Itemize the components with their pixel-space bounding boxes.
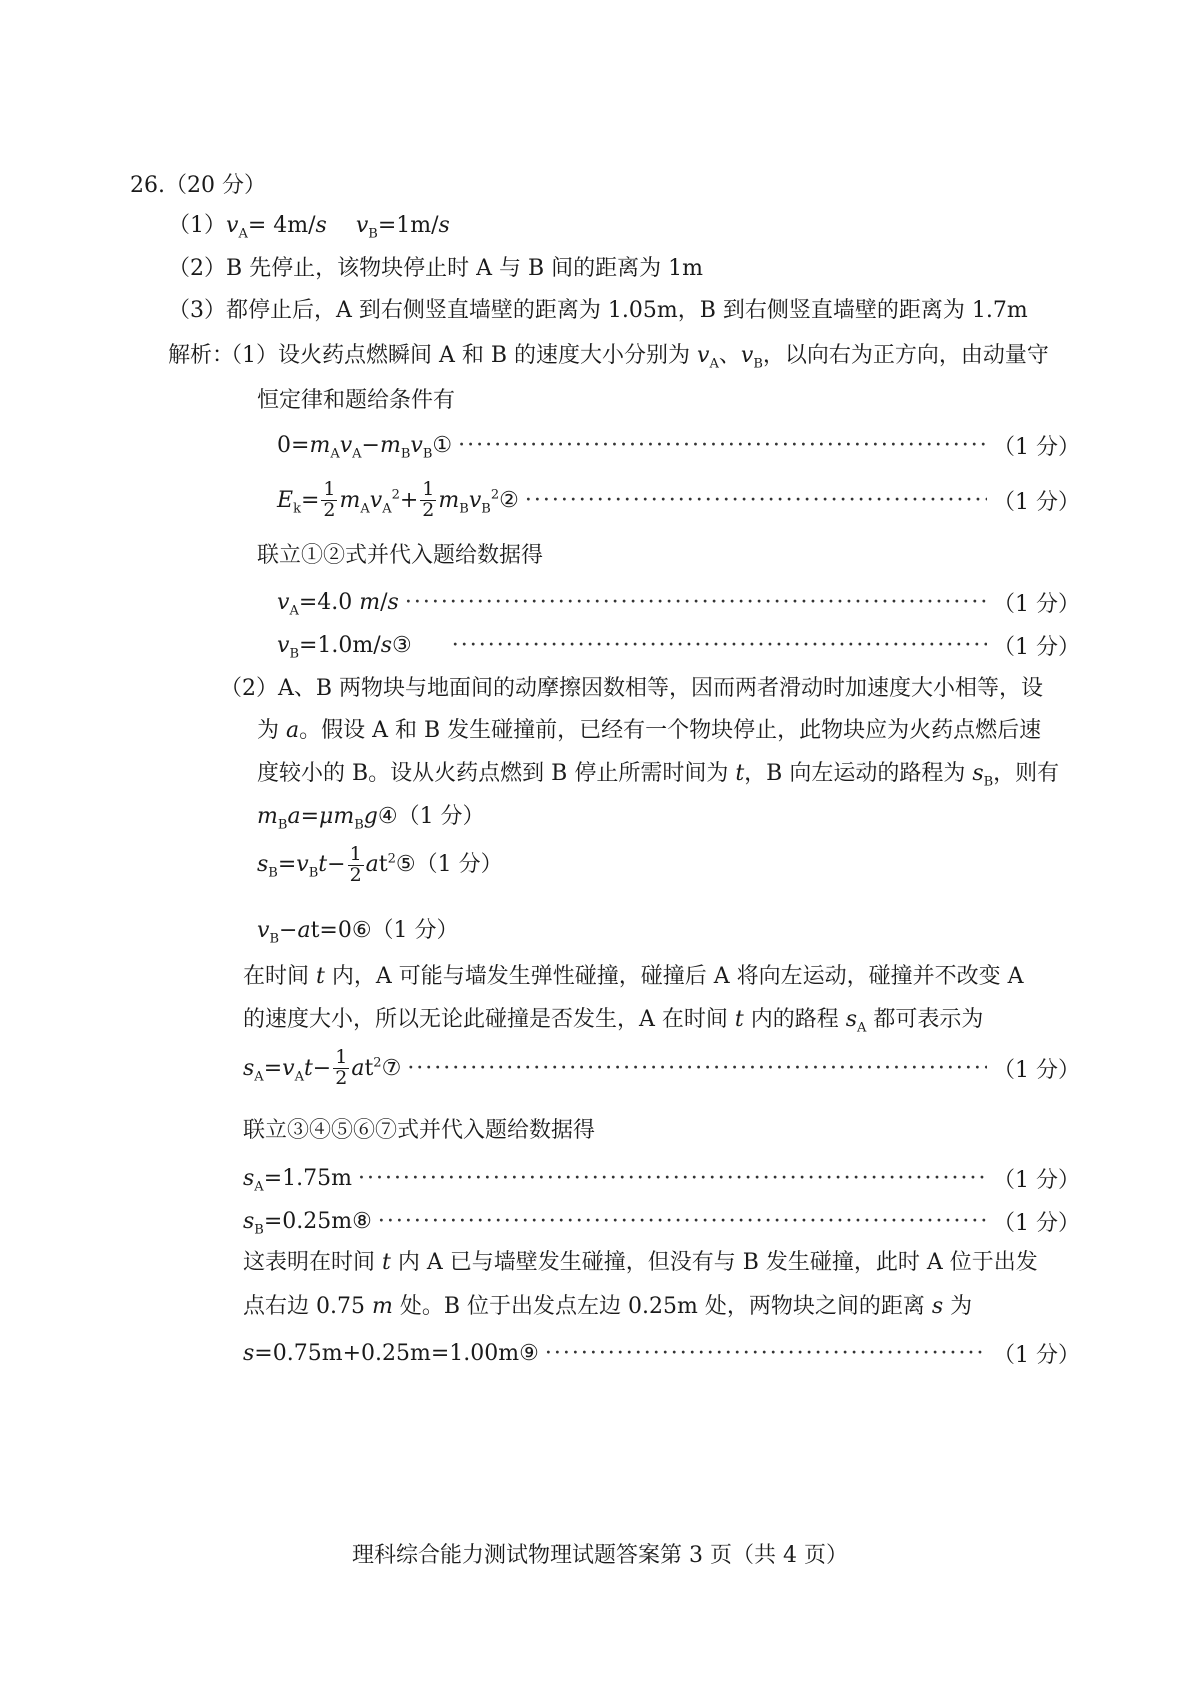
analysis-p2-line3: 度较小的 B。设从火药点燃到 B 停止所需时间为 t，B 向左运动的路程为 $s_B$，则有: [257, 761, 1060, 790]
analysis-p2-line2: 为 a。假设 A 和 B 发生碰撞前，已经有一个物块停止，此物块应为火药点燃后速: [257, 718, 1042, 743]
equation-7: $s_A=v_At-$ $\frac{1}{2}$ $at^2⑦$ ····· （1 分）: [243, 1048, 1080, 1089]
va-result-points: （1 分）: [993, 592, 1080, 617]
question-number: 26.（20 分）: [130, 173, 266, 198]
answer-1: $(1)v_A= 4m/s$ $v_B=1m/s$: [168, 213, 450, 242]
analysis-p1-line2: 恒定律和题给条件有: [257, 388, 456, 413]
analysis-p4-line2: 点右边 0.75 m 处。B 位于出发点左边 0.25m 处，两物块之间的距离 s 为: [243, 1294, 973, 1319]
analysis-p3-line1: 在时间 t 内，A 可能与墙发生弹性碰撞，碰撞后 A 将向左运动，碰撞并不改变 A: [243, 964, 1024, 989]
equation-5: $s_B=v_Bt-$ $\frac{1}{2}$ $at^2⑤(1$ 分）: [257, 843, 503, 886]
combine-2: 联立③④⑤⑥⑦式并代入题给数据得: [243, 1118, 596, 1143]
analysis-p3-line2: 的速度大小，所以无论此碰撞是否发生，A 在时间 t 内的路程 $s_A$ 都可表示为: [243, 1007, 984, 1036]
analysis-label: 解析：: [168, 343, 235, 368]
page-footer: 理科综合能力测试物理试题答案第 3 页（共 4 页）: [352, 1543, 848, 1568]
analysis-p1-line1: （1）设火药点燃瞬间 A 和 B 的速度大小分别为 $v_A$、$v_B$，以向右为正方向，由动量守: [220, 343, 1049, 372]
sb-result-points: （1 分）: [993, 1211, 1080, 1236]
sa-result-points: （1 分）: [993, 1168, 1080, 1193]
sa-result: $s_A=1.75m$ ····· （1 分）: [243, 1163, 1080, 1194]
va-result: $v_A=4.0$ m/s ····· （1 分）: [277, 587, 1080, 618]
equation-9-points: （1 分）: [993, 1343, 1080, 1368]
equation-9: s=0.75m+0.25m=1.00m⑨ ····· （1 分）: [243, 1338, 1080, 1369]
answer-2: （2）B 先停止，该物块停止时 A 与 B 间的距离为 1m: [168, 256, 704, 281]
sb-result: $s_B=0.25m⑧$ ····· （1 分）: [243, 1206, 1080, 1237]
equation-2: $E_k=$ $\frac{1}{2}$ $m_Av_A^2+$ $\frac{1}{2}$ $m_Bv_B^2②$ ····· （1 分）: [277, 480, 1080, 521]
equation-1: $0=m_Av_A-m_Bv_B①$ ····· （1 分）: [277, 430, 1080, 461]
equation-4: $m_Ba=\mu m_Bg④(1$ 分）: [257, 804, 485, 833]
analysis-p2-line1: （2）A、B 两物块与地面间的动摩擦因数相等，因而两者滑动时加速度大小相等，设: [220, 676, 1044, 701]
equation-7-points: （1 分）: [993, 1057, 1080, 1083]
vb-result: $v_B=1.0m/s③$ ····· （1 分）: [277, 630, 1080, 661]
combine-1: 联立①②式并代入题给数据得: [257, 543, 544, 568]
answer-3: （3）都停止后，A 到右侧竖直墙壁的距离为 1.05m，B 到右侧竖直墙壁的距离为 1.7m: [168, 298, 1028, 323]
analysis-p4-line1: 这表明在时间 t 内 A 已与墙壁发生碰撞，但没有与 B 发生碰撞，此时 A 位于出发: [243, 1250, 1038, 1275]
equation-6: $v_B-at=0⑥(1$ 分）: [257, 918, 459, 947]
equation-2-points: （1 分）: [993, 489, 1080, 515]
vb-result-points: （1 分）: [993, 635, 1080, 660]
equation-1-points: （1 分）: [993, 435, 1080, 460]
